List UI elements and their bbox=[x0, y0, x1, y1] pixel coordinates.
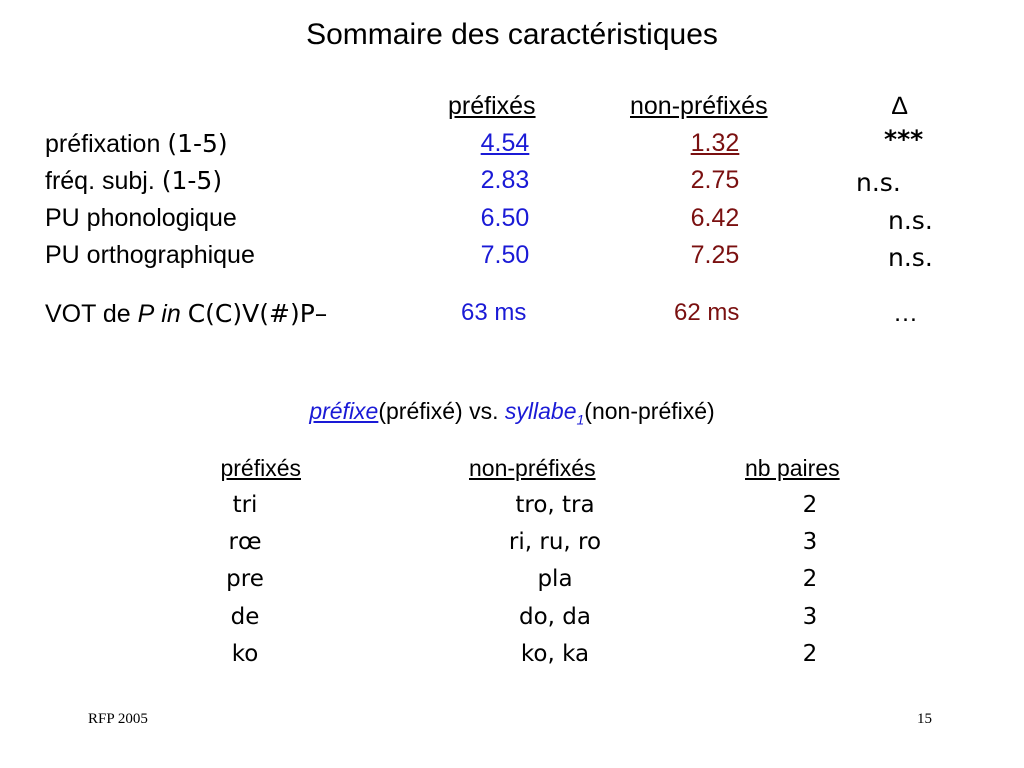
pairs-row-prefixed: tri bbox=[232, 492, 258, 518]
row-prefixation-prefixed: 4.54 bbox=[480, 129, 530, 157]
pairs-row-count: 3 bbox=[802, 604, 818, 630]
pairs-header-prefixed: préfixés bbox=[220, 455, 301, 481]
footer-label: RFP 2005 bbox=[88, 711, 148, 727]
row-pu-ortho-label: PU orthographique bbox=[45, 241, 255, 269]
slide-title: Sommaire des caractéristiques bbox=[306, 18, 718, 51]
pairs-row-nonprefixed: ko, ka bbox=[520, 641, 590, 667]
header-delta: ∆ bbox=[892, 92, 908, 120]
pairs-row-count: 3 bbox=[802, 529, 818, 555]
row-prefixation-label: préfixation (1-5) bbox=[45, 129, 228, 158]
pairs-row-nonprefixed: do, da bbox=[519, 604, 591, 630]
row-prefixation-delta: *** bbox=[884, 125, 924, 154]
pairs-row-prefixed: de bbox=[230, 604, 260, 630]
row-vot-nonprefixed: 62 ms bbox=[674, 299, 740, 326]
row-freq-label: fréq. subj. (1-5) bbox=[45, 166, 223, 195]
row-freq-prefixed: 2.83 bbox=[480, 166, 530, 194]
comparison-line: préfixe(préfixé) vs. syllabe$_1$(non-préfixé) bbox=[309, 398, 715, 428]
pairs-row-nonprefixed: pla bbox=[537, 566, 573, 592]
row-vot-delta: … bbox=[893, 299, 918, 327]
pairs-row-nonprefixed: tro, tra bbox=[515, 492, 595, 518]
pairs-row-count: 2 bbox=[802, 492, 818, 518]
row-pu-phono-nonprefixed: 6.42 bbox=[690, 204, 740, 232]
row-pu-ortho-prefixed: 7.50 bbox=[480, 241, 530, 269]
header-prefixed: préfixés bbox=[448, 92, 536, 120]
row-pu-phono-label: PU phonologique bbox=[45, 204, 237, 232]
row-freq-delta: n.s. bbox=[856, 168, 901, 197]
row-pu-phono-prefixed: 6.50 bbox=[480, 204, 530, 232]
pairs-header-nonprefixed: non-préfixés bbox=[469, 455, 596, 481]
pairs-header-count: nb paires bbox=[745, 455, 840, 481]
header-nonprefixed-label: non-préfixés bbox=[630, 92, 768, 120]
pairs-row-nonprefixed: ri, ru, ro bbox=[508, 529, 602, 555]
pairs-row-prefixed: ko bbox=[231, 641, 259, 667]
header-nonprefixed bbox=[630, 92, 920, 121]
row-pu-ortho-nonprefixed: 7.25 bbox=[690, 241, 740, 269]
pairs-row-count: 2 bbox=[802, 566, 818, 592]
row-freq-nonprefixed: 2.75 bbox=[690, 166, 740, 194]
pairs-row-prefixed: pre bbox=[226, 566, 264, 592]
row-pu-ortho-delta: n.s. bbox=[888, 243, 933, 272]
row-vot-label: VOT de P in C(C)V(#)P– bbox=[45, 299, 328, 328]
pairs-row-count: 2 bbox=[802, 641, 818, 667]
row-prefixation-nonprefixed: 1.32 bbox=[690, 129, 740, 157]
page-number: 15 bbox=[917, 711, 932, 727]
row-vot-prefixed: 63 ms bbox=[461, 299, 527, 326]
row-pu-phono-delta: n.s. bbox=[888, 206, 933, 235]
pairs-row-prefixed: rœ bbox=[228, 529, 262, 555]
